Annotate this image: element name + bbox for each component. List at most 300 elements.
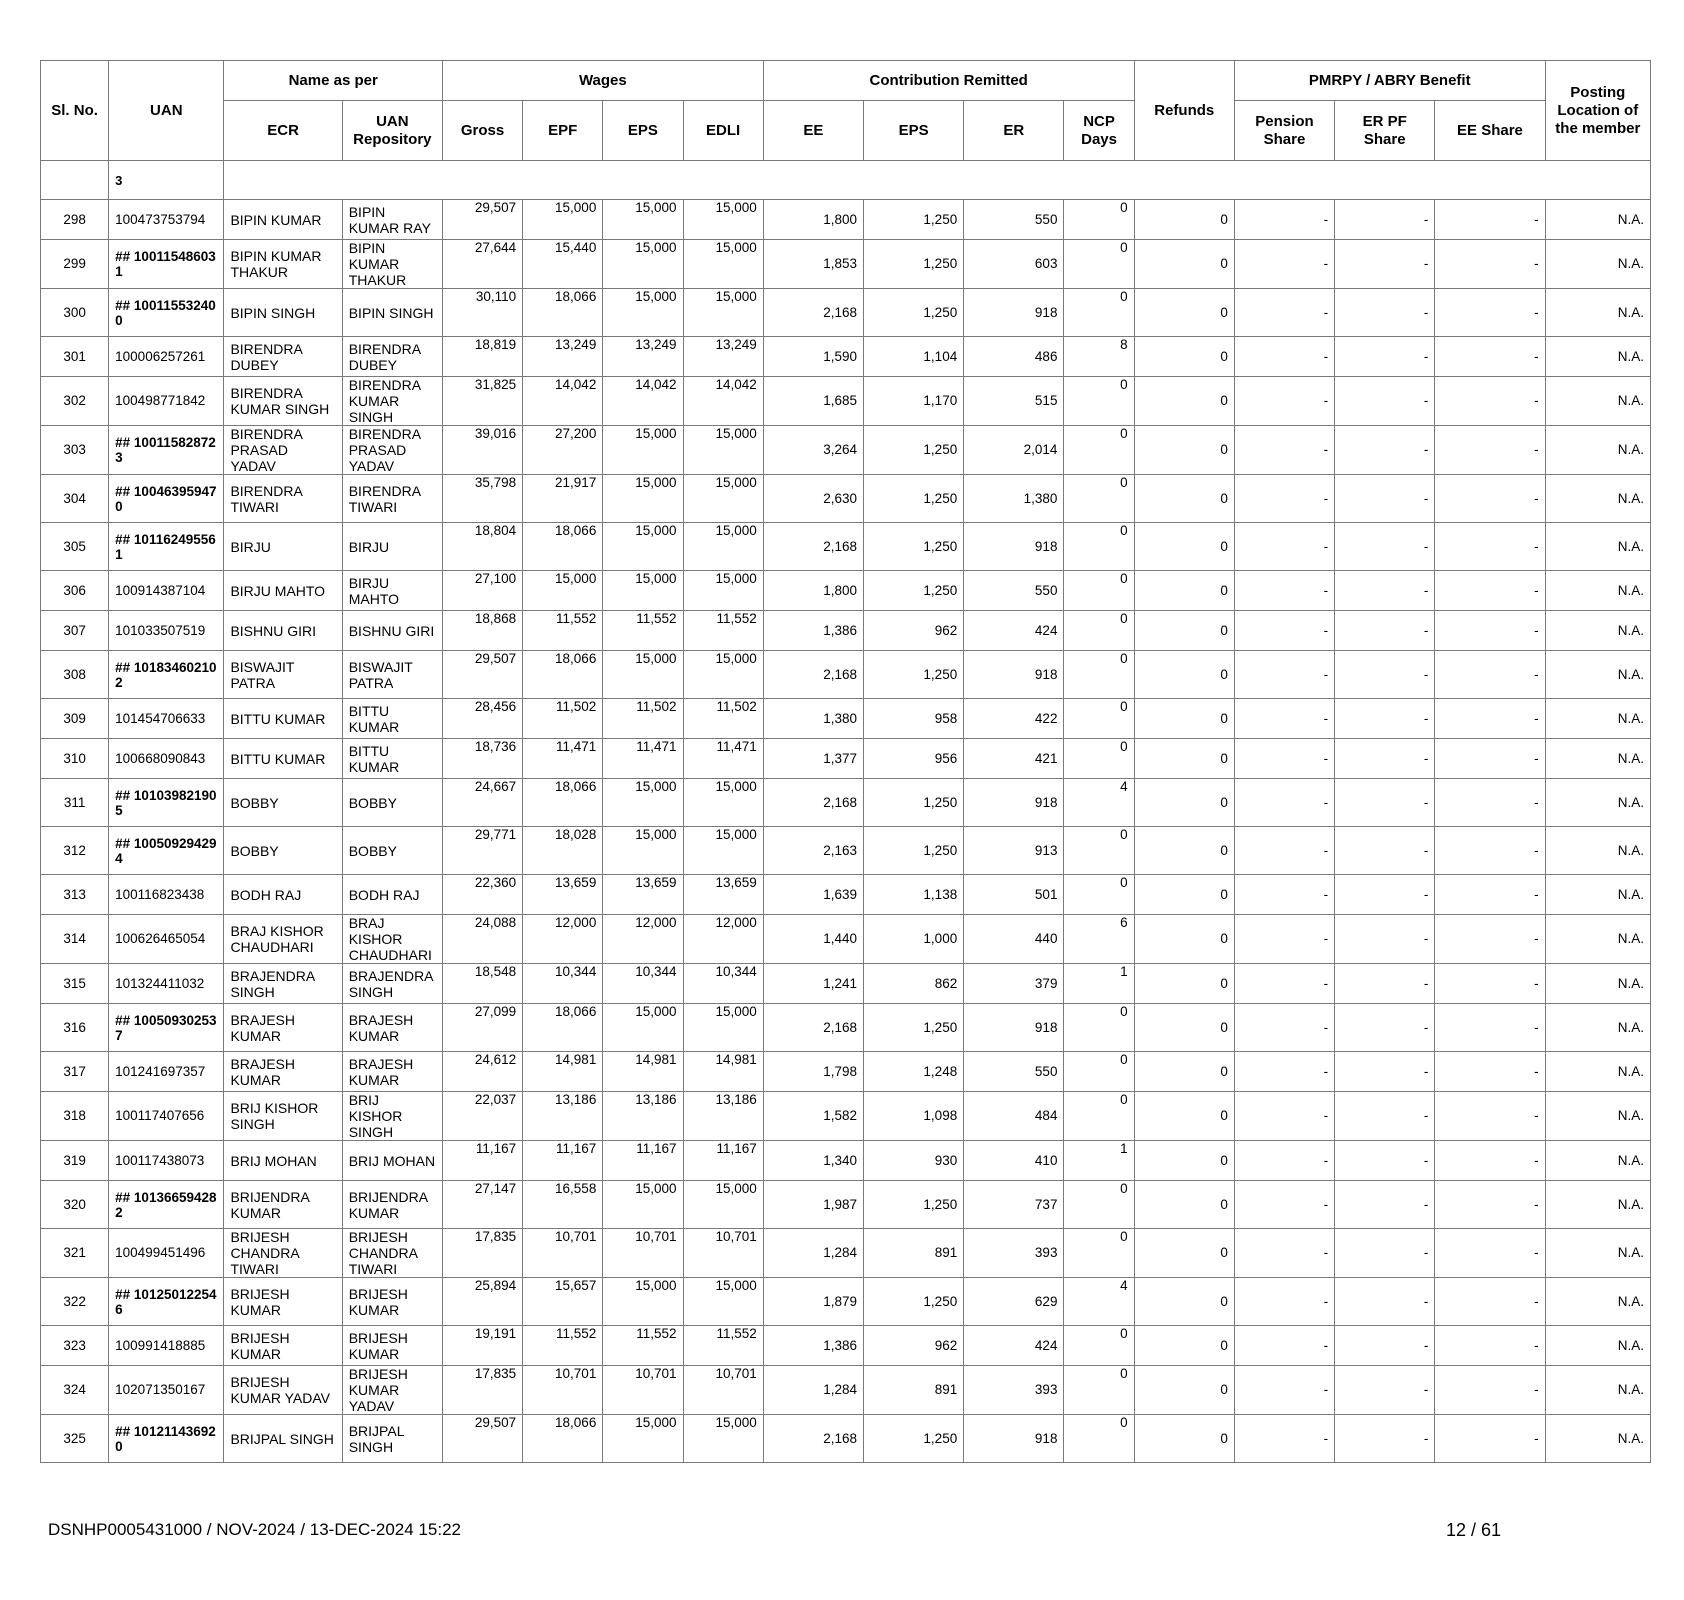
ncp-days-cell: 0 xyxy=(1064,611,1134,651)
ee-share-cell: - xyxy=(1435,426,1545,475)
ncp-days-cell: 0 xyxy=(1064,1181,1134,1229)
refunds-cell: 0 xyxy=(1134,377,1234,426)
eps-wages-cell: 15,000 xyxy=(603,571,683,611)
sl-no-cell: 309 xyxy=(41,699,109,739)
repository-name-cell: BRAJESH KUMAR xyxy=(342,1052,442,1092)
ee-contribution-cell: 1,440 xyxy=(763,915,863,964)
refunds-cell: 0 xyxy=(1134,1004,1234,1052)
uan-cell: 100626465054 xyxy=(109,915,224,964)
gross-wages-cell: 27,099 xyxy=(442,1004,522,1052)
epf-wages-cell: 11,552 xyxy=(523,1326,603,1366)
eps-wages-cell: 15,000 xyxy=(603,651,683,699)
ecr-name-cell: BRAJENDRA SINGH xyxy=(224,964,342,1004)
gross-wages-cell: 18,819 xyxy=(442,337,522,377)
eps-wages-cell: 15,000 xyxy=(603,1004,683,1052)
ee-contribution-cell: 1,590 xyxy=(763,337,863,377)
er-pf-share-cell: - xyxy=(1335,915,1435,964)
edli-wages-cell: 15,000 xyxy=(683,426,763,475)
posting-location-cell: N.A. xyxy=(1545,1229,1650,1278)
ee-share-cell: - xyxy=(1435,1229,1545,1278)
ecr-name-cell: BRAJ KISHOR CHAUDHARI xyxy=(224,915,342,964)
er-pf-share-cell: - xyxy=(1335,1366,1435,1415)
er-contribution-cell: 737 xyxy=(964,1181,1064,1229)
sl-no-cell: 324 xyxy=(41,1366,109,1415)
edli-wages-cell: 15,000 xyxy=(683,475,763,523)
header-wages: Wages xyxy=(442,61,763,101)
group-row xyxy=(41,161,1651,200)
uan-cell: ## 10011582872 3 xyxy=(109,426,224,475)
ee-contribution-cell: 2,168 xyxy=(763,779,863,827)
refunds-cell: 0 xyxy=(1134,200,1234,240)
repository-name-cell: BRAJESH KUMAR xyxy=(342,1004,442,1052)
ncp-days-cell: 0 xyxy=(1064,240,1134,289)
repository-name-cell: BIRENDRA DUBEY xyxy=(342,337,442,377)
repository-name-cell: BIRENDRA KUMAR SINGH xyxy=(342,377,442,426)
header-row-1 xyxy=(41,61,1651,101)
sl-no-cell: 302 xyxy=(41,377,109,426)
eps-contribution-cell: 1,138 xyxy=(863,875,963,915)
edli-wages-cell: 10,701 xyxy=(683,1229,763,1278)
ee-share-cell: - xyxy=(1435,377,1545,426)
ncp-days-cell: 0 xyxy=(1064,1229,1134,1278)
er-pf-share-cell: - xyxy=(1335,699,1435,739)
table-row xyxy=(41,779,1651,827)
edli-wages-cell: 15,000 xyxy=(683,571,763,611)
er-pf-share-cell: - xyxy=(1335,739,1435,779)
ee-share-cell: - xyxy=(1435,1004,1545,1052)
repository-name-cell: BISWAJIT PATRA xyxy=(342,651,442,699)
table-row xyxy=(41,426,1651,475)
eps-contribution-cell: 1,250 xyxy=(863,779,963,827)
repository-name-cell: BIRENDRA PRASAD YADAV xyxy=(342,426,442,475)
er-contribution-cell: 550 xyxy=(964,1052,1064,1092)
eps-wages-cell: 13,186 xyxy=(603,1092,683,1141)
refunds-cell: 0 xyxy=(1134,915,1234,964)
repository-name-cell: BISHNU GIRI xyxy=(342,611,442,651)
ncp-days-cell: 0 xyxy=(1064,875,1134,915)
ee-contribution-cell: 3,264 xyxy=(763,426,863,475)
ecr-name-cell: BITTU KUMAR xyxy=(224,699,342,739)
edli-wages-cell: 15,000 xyxy=(683,1004,763,1052)
edli-wages-cell: 15,000 xyxy=(683,827,763,875)
eps-wages-cell: 10,701 xyxy=(603,1366,683,1415)
eps-contribution-cell: 962 xyxy=(863,611,963,651)
refunds-cell: 0 xyxy=(1134,1181,1234,1229)
posting-location-cell: N.A. xyxy=(1545,964,1650,1004)
ee-contribution-cell: 2,630 xyxy=(763,475,863,523)
ee-contribution-cell: 2,168 xyxy=(763,289,863,337)
er-contribution-cell: 393 xyxy=(964,1366,1064,1415)
ee-share-cell: - xyxy=(1435,571,1545,611)
edli-wages-cell: 15,000 xyxy=(683,779,763,827)
gross-wages-cell: 25,894 xyxy=(442,1278,522,1326)
pension-share-cell: - xyxy=(1234,875,1334,915)
sl-no-cell: 306 xyxy=(41,571,109,611)
epf-wages-cell: 18,066 xyxy=(523,1415,603,1463)
ecr-name-cell: BIPIN SINGH xyxy=(224,289,342,337)
eps-wages-cell: 10,701 xyxy=(603,1229,683,1278)
epf-wages-cell: 10,701 xyxy=(523,1366,603,1415)
er-pf-share-cell: - xyxy=(1335,827,1435,875)
eps-wages-cell: 15,000 xyxy=(603,200,683,240)
uan-cell: 100117438073 xyxy=(109,1141,224,1181)
er-contribution-cell: 410 xyxy=(964,1141,1064,1181)
sl-no-cell: 308 xyxy=(41,651,109,699)
ee-share-cell: - xyxy=(1435,289,1545,337)
repository-name-cell: BRIJESH CHANDRA TIWARI xyxy=(342,1229,442,1278)
pension-share-cell: - xyxy=(1234,1092,1334,1141)
table-body xyxy=(41,161,1651,1463)
eps-contribution-cell: 1,248 xyxy=(863,1052,963,1092)
ee-share-cell: - xyxy=(1435,1181,1545,1229)
group-spacer xyxy=(224,161,1651,200)
pension-share-cell: - xyxy=(1234,1326,1334,1366)
ncp-days-cell: 0 xyxy=(1064,426,1134,475)
ncp-days-cell: 6 xyxy=(1064,915,1134,964)
ee-contribution-cell: 2,168 xyxy=(763,1004,863,1052)
posting-location-cell: N.A. xyxy=(1545,240,1650,289)
refunds-cell: 0 xyxy=(1134,1052,1234,1092)
gross-wages-cell: 35,798 xyxy=(442,475,522,523)
er-contribution-cell: 550 xyxy=(964,200,1064,240)
eps-contribution-cell: 956 xyxy=(863,739,963,779)
epf-wages-cell: 18,066 xyxy=(523,1004,603,1052)
eps-wages-cell: 15,000 xyxy=(603,475,683,523)
gross-wages-cell: 29,771 xyxy=(442,827,522,875)
pension-share-cell: - xyxy=(1234,651,1334,699)
ee-share-cell: - xyxy=(1435,875,1545,915)
repository-name-cell: BRIJENDRA KUMAR xyxy=(342,1181,442,1229)
repository-name-cell: BRIJ KISHOR SINGH xyxy=(342,1092,442,1141)
ee-contribution-cell: 1,879 xyxy=(763,1278,863,1326)
edli-wages-cell: 10,344 xyxy=(683,964,763,1004)
table-row xyxy=(41,1141,1651,1181)
refunds-cell: 0 xyxy=(1134,1229,1234,1278)
ee-share-cell: - xyxy=(1435,240,1545,289)
er-pf-share-cell: - xyxy=(1335,377,1435,426)
uan-cell: 100473753794 xyxy=(109,200,224,240)
pension-share-cell: - xyxy=(1234,523,1334,571)
table-row xyxy=(41,1004,1651,1052)
ecr-name-cell: BIRJU MAHTO xyxy=(224,571,342,611)
ecr-name-cell: BOBBY xyxy=(224,779,342,827)
footer-page-number: 12 / 61 xyxy=(1446,1520,1502,1540)
edli-wages-cell: 11,471 xyxy=(683,739,763,779)
er-contribution-cell: 629 xyxy=(964,1278,1064,1326)
ee-contribution-cell: 1,853 xyxy=(763,240,863,289)
ecr-name-cell: BRIJ KISHOR SINGH xyxy=(224,1092,342,1141)
gross-wages-cell: 18,548 xyxy=(442,964,522,1004)
er-contribution-cell: 379 xyxy=(964,964,1064,1004)
uan-cell: 101324411032 xyxy=(109,964,224,1004)
posting-location-cell: N.A. xyxy=(1545,1366,1650,1415)
posting-location-cell: N.A. xyxy=(1545,1092,1650,1141)
epf-wages-cell: 11,502 xyxy=(523,699,603,739)
eps-contribution-cell: 1,250 xyxy=(863,827,963,875)
posting-location-cell: N.A. xyxy=(1545,523,1650,571)
eps-contribution-cell: 1,250 xyxy=(863,1004,963,1052)
header-eps-contribution: EPS xyxy=(863,101,963,161)
ecr-name-cell: BIRENDRA PRASAD YADAV xyxy=(224,426,342,475)
sl-no-cell: 325 xyxy=(41,1415,109,1463)
er-contribution-cell: 421 xyxy=(964,739,1064,779)
pension-share-cell: - xyxy=(1234,827,1334,875)
eps-contribution-cell: 1,250 xyxy=(863,1181,963,1229)
refunds-cell: 0 xyxy=(1134,1278,1234,1326)
ecr-name-cell: BIRENDRA KUMAR SINGH xyxy=(224,377,342,426)
refunds-cell: 0 xyxy=(1134,475,1234,523)
sl-no-cell: 319 xyxy=(41,1141,109,1181)
posting-location-cell: N.A. xyxy=(1545,337,1650,377)
edli-wages-cell: 12,000 xyxy=(683,915,763,964)
gross-wages-cell: 24,667 xyxy=(442,779,522,827)
posting-location-cell: N.A. xyxy=(1545,1181,1650,1229)
ncp-days-cell: 0 xyxy=(1064,377,1134,426)
edli-wages-cell: 13,659 xyxy=(683,875,763,915)
pension-share-cell: - xyxy=(1234,289,1334,337)
posting-location-cell: N.A. xyxy=(1545,875,1650,915)
refunds-cell: 0 xyxy=(1134,240,1234,289)
epf-wages-cell: 16,558 xyxy=(523,1181,603,1229)
edli-wages-cell: 15,000 xyxy=(683,240,763,289)
table-row xyxy=(41,523,1651,571)
er-pf-share-cell: - xyxy=(1335,1415,1435,1463)
header-pension-share: Pension Share xyxy=(1234,101,1334,161)
pension-share-cell: - xyxy=(1234,699,1334,739)
edli-wages-cell: 15,000 xyxy=(683,200,763,240)
uan-cell: 101033507519 xyxy=(109,611,224,651)
ecr-name-cell: BRIJPAL SINGH xyxy=(224,1415,342,1463)
er-pf-share-cell: - xyxy=(1335,289,1435,337)
ee-share-cell: - xyxy=(1435,1326,1545,1366)
eps-contribution-cell: 1,104 xyxy=(863,337,963,377)
pension-share-cell: - xyxy=(1234,240,1334,289)
table-row xyxy=(41,1415,1651,1463)
repository-name-cell: BRIJESH KUMAR YADAV xyxy=(342,1366,442,1415)
er-pf-share-cell: - xyxy=(1335,964,1435,1004)
posting-location-cell: N.A. xyxy=(1545,699,1650,739)
ee-share-cell: - xyxy=(1435,651,1545,699)
er-pf-share-cell: - xyxy=(1335,1229,1435,1278)
ecr-name-cell: BIRJU xyxy=(224,523,342,571)
sl-no-cell: 323 xyxy=(41,1326,109,1366)
gross-wages-cell: 22,360 xyxy=(442,875,522,915)
ncp-days-cell: 0 xyxy=(1064,1052,1134,1092)
header-ee-share: EE Share xyxy=(1435,101,1545,161)
repository-name-cell: BRIJESH KUMAR xyxy=(342,1278,442,1326)
uan-cell: 100914387104 xyxy=(109,571,224,611)
pension-share-cell: - xyxy=(1234,779,1334,827)
pension-share-cell: - xyxy=(1234,1004,1334,1052)
er-pf-share-cell: - xyxy=(1335,337,1435,377)
edli-wages-cell: 13,186 xyxy=(683,1092,763,1141)
edli-wages-cell: 15,000 xyxy=(683,1415,763,1463)
pension-share-cell: - xyxy=(1234,1366,1334,1415)
gross-wages-cell: 18,736 xyxy=(442,739,522,779)
ncp-days-cell: 1 xyxy=(1064,964,1134,1004)
ncp-days-cell: 0 xyxy=(1064,523,1134,571)
epf-wages-cell: 13,249 xyxy=(523,337,603,377)
ecr-name-cell: BRIJESH KUMAR xyxy=(224,1326,342,1366)
eps-wages-cell: 15,000 xyxy=(603,240,683,289)
ecr-name-cell: BODH RAJ xyxy=(224,875,342,915)
posting-location-cell: N.A. xyxy=(1545,739,1650,779)
uan-cell: ## 10050929429 4 xyxy=(109,827,224,875)
epf-wages-cell: 11,167 xyxy=(523,1141,603,1181)
epf-wages-cell: 13,659 xyxy=(523,875,603,915)
gross-wages-cell: 18,804 xyxy=(442,523,522,571)
ncp-days-cell: 4 xyxy=(1064,779,1134,827)
eps-wages-cell: 11,552 xyxy=(603,611,683,651)
ncp-days-cell: 0 xyxy=(1064,827,1134,875)
ecr-name-cell: BISHNU GIRI xyxy=(224,611,342,651)
sl-no-cell: 313 xyxy=(41,875,109,915)
er-pf-share-cell: - xyxy=(1335,1004,1435,1052)
eps-contribution-cell: 1,250 xyxy=(863,1278,963,1326)
er-contribution-cell: 486 xyxy=(964,337,1064,377)
epf-wages-cell: 18,066 xyxy=(523,289,603,337)
posting-location-cell: N.A. xyxy=(1545,1052,1650,1092)
header-uan-repository: UAN Repository xyxy=(342,101,442,161)
group-sl-cell xyxy=(41,161,109,200)
er-contribution-cell: 1,380 xyxy=(964,475,1064,523)
table-row xyxy=(41,651,1651,699)
posting-location-cell: N.A. xyxy=(1545,377,1650,426)
ee-share-cell: - xyxy=(1435,827,1545,875)
er-pf-share-cell: - xyxy=(1335,240,1435,289)
edli-wages-cell: 11,502 xyxy=(683,699,763,739)
posting-location-cell: N.A. xyxy=(1545,426,1650,475)
gross-wages-cell: 29,507 xyxy=(442,1415,522,1463)
ee-share-cell: - xyxy=(1435,964,1545,1004)
table-row xyxy=(41,475,1651,523)
ee-share-cell: - xyxy=(1435,699,1545,739)
ee-contribution-cell: 1,987 xyxy=(763,1181,863,1229)
ee-contribution-cell: 1,284 xyxy=(763,1366,863,1415)
sl-no-cell: 311 xyxy=(41,779,109,827)
header-posting-location: Posting Location of the member xyxy=(1545,61,1650,161)
epf-wages-cell: 21,917 xyxy=(523,475,603,523)
posting-location-cell: N.A. xyxy=(1545,779,1650,827)
header-edli: EDLI xyxy=(683,101,763,161)
pension-share-cell: - xyxy=(1234,571,1334,611)
ecr-name-cell: BRIJESH CHANDRA TIWARI xyxy=(224,1229,342,1278)
uan-cell: ## 10046395947 0 xyxy=(109,475,224,523)
uan-cell: 100991418885 xyxy=(109,1326,224,1366)
gross-wages-cell: 29,507 xyxy=(442,200,522,240)
eps-contribution-cell: 1,250 xyxy=(863,289,963,337)
epf-wages-cell: 14,042 xyxy=(523,377,603,426)
eps-contribution-cell: 1,098 xyxy=(863,1092,963,1141)
edli-wages-cell: 15,000 xyxy=(683,289,763,337)
refunds-cell: 0 xyxy=(1134,523,1234,571)
gross-wages-cell: 31,825 xyxy=(442,377,522,426)
posting-location-cell: N.A. xyxy=(1545,475,1650,523)
pension-share-cell: - xyxy=(1234,915,1334,964)
epf-wages-cell: 14,981 xyxy=(523,1052,603,1092)
table-row xyxy=(41,377,1651,426)
eps-wages-cell: 13,659 xyxy=(603,875,683,915)
header-ee: EE xyxy=(763,101,863,161)
edli-wages-cell: 15,000 xyxy=(683,1181,763,1229)
repository-name-cell: BIPIN SINGH xyxy=(342,289,442,337)
header-pmrpy-abry: PMRPY / ABRY Benefit xyxy=(1234,61,1545,101)
edli-wages-cell: 11,167 xyxy=(683,1141,763,1181)
eps-contribution-cell: 1,250 xyxy=(863,426,963,475)
ecr-name-cell: BRIJ MOHAN xyxy=(224,1141,342,1181)
eps-contribution-cell: 962 xyxy=(863,1326,963,1366)
pension-share-cell: - xyxy=(1234,1181,1334,1229)
er-pf-share-cell: - xyxy=(1335,651,1435,699)
table-row xyxy=(41,1092,1651,1141)
footer-doc-ref: DSNHP0005431000 / NOV-2024 / 13-DEC-2024 15:22 xyxy=(48,1520,461,1539)
er-contribution-cell: 424 xyxy=(964,1326,1064,1366)
sl-no-cell: 299 xyxy=(41,240,109,289)
repository-name-cell: BRAJENDRA SINGH xyxy=(342,964,442,1004)
posting-location-cell: N.A. xyxy=(1545,827,1650,875)
pension-share-cell: - xyxy=(1234,1052,1334,1092)
pension-share-cell: - xyxy=(1234,611,1334,651)
sl-no-cell: 303 xyxy=(41,426,109,475)
ee-contribution-cell: 1,798 xyxy=(763,1052,863,1092)
eps-contribution-cell: 930 xyxy=(863,1141,963,1181)
header-row-2 xyxy=(41,101,1651,161)
posting-location-cell: N.A. xyxy=(1545,1415,1650,1463)
ncp-days-cell: 0 xyxy=(1064,1004,1134,1052)
epf-wages-cell: 13,186 xyxy=(523,1092,603,1141)
ee-contribution-cell: 1,386 xyxy=(763,611,863,651)
pension-share-cell: - xyxy=(1234,1415,1334,1463)
posting-location-cell: N.A. xyxy=(1545,1004,1650,1052)
pension-share-cell: - xyxy=(1234,475,1334,523)
er-pf-share-cell: - xyxy=(1335,523,1435,571)
ecr-name-cell: BITTU KUMAR xyxy=(224,739,342,779)
er-pf-share-cell: - xyxy=(1335,200,1435,240)
eps-contribution-cell: 1,000 xyxy=(863,915,963,964)
eps-contribution-cell: 1,250 xyxy=(863,571,963,611)
repository-name-cell: BIRENDRA TIWARI xyxy=(342,475,442,523)
repository-name-cell: BOBBY xyxy=(342,779,442,827)
uan-cell: 100117407656 xyxy=(109,1092,224,1141)
er-pf-share-cell: - xyxy=(1335,1141,1435,1181)
ee-share-cell: - xyxy=(1435,915,1545,964)
er-pf-share-cell: - xyxy=(1335,611,1435,651)
ee-contribution-cell: 2,163 xyxy=(763,827,863,875)
repository-name-cell: BODH RAJ xyxy=(342,875,442,915)
table-row xyxy=(41,571,1651,611)
header-ecr: ECR xyxy=(224,101,342,161)
posting-location-cell: N.A. xyxy=(1545,289,1650,337)
uan-cell: 101241697357 xyxy=(109,1052,224,1092)
header-sl-no: Sl. No. xyxy=(41,61,109,161)
gross-wages-cell: 18,868 xyxy=(442,611,522,651)
eps-contribution-cell: 1,250 xyxy=(863,240,963,289)
refunds-cell: 0 xyxy=(1134,699,1234,739)
ecr-name-cell: BIPIN KUMAR THAKUR xyxy=(224,240,342,289)
uan-cell: ## 10011553240 0 xyxy=(109,289,224,337)
sl-no-cell: 320 xyxy=(41,1181,109,1229)
repository-name-cell: BOBBY xyxy=(342,827,442,875)
header-eps: EPS xyxy=(603,101,683,161)
table-row xyxy=(41,1326,1651,1366)
epf-wages-cell: 10,701 xyxy=(523,1229,603,1278)
er-pf-share-cell: - xyxy=(1335,1092,1435,1141)
edli-wages-cell: 13,249 xyxy=(683,337,763,377)
er-pf-share-cell: - xyxy=(1335,1278,1435,1326)
repository-name-cell: BITTU KUMAR xyxy=(342,739,442,779)
pension-share-cell: - xyxy=(1234,377,1334,426)
table-row xyxy=(41,699,1651,739)
